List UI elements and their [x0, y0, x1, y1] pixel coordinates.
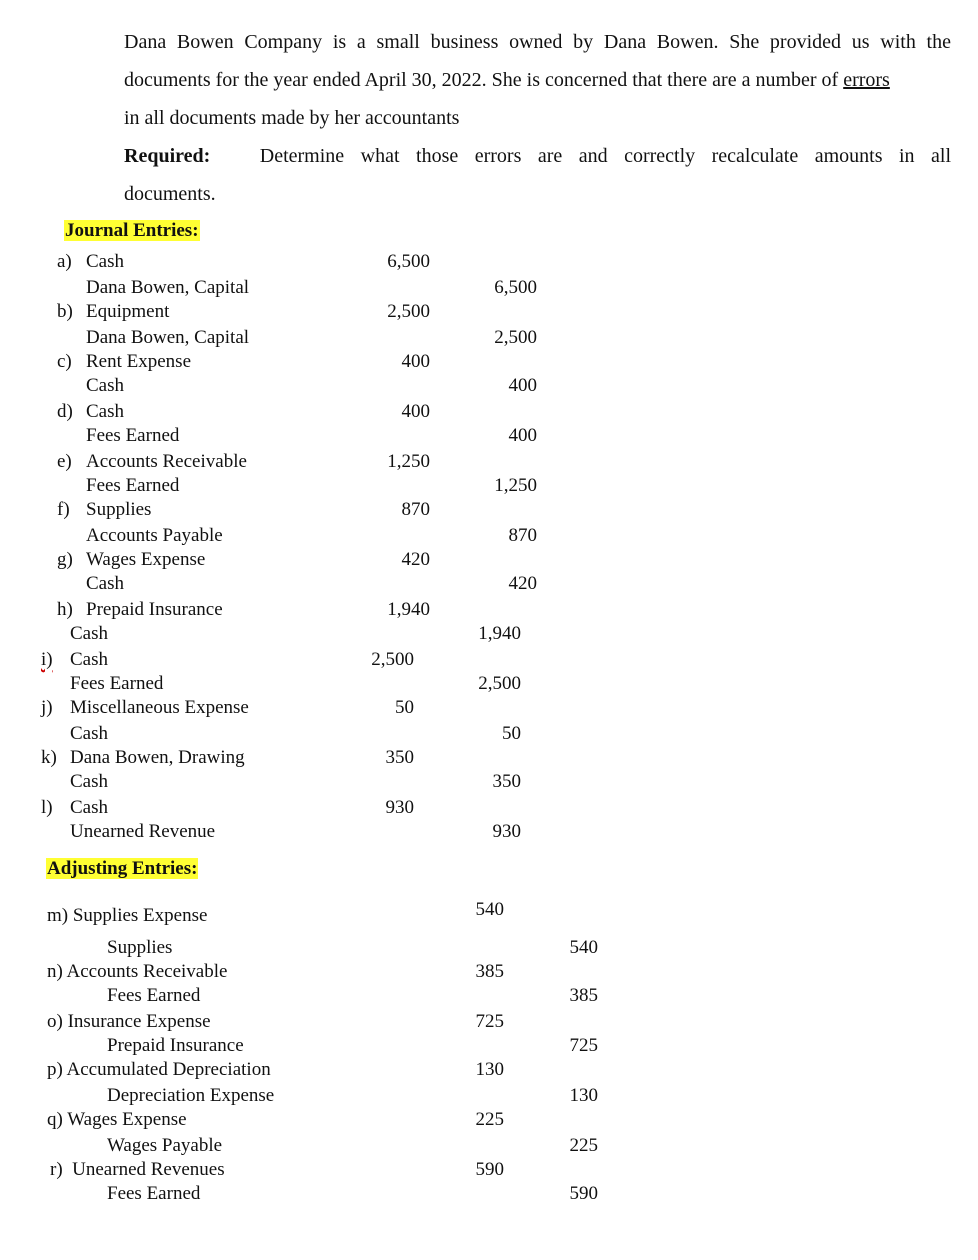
entry-letter: p)	[47, 1059, 63, 1080]
letter-i-text: i)	[41, 649, 53, 670]
intro-line-2-text: documents for the year ended April 30, 2022. She is concerned that there are a number of	[124, 69, 844, 91]
credit-account: Cash	[86, 375, 124, 396]
credit-account: Prepaid Insurance	[107, 1035, 244, 1056]
credit-account: Cash	[86, 573, 124, 594]
debit-amount: 930	[385, 797, 414, 818]
journal-entry-letter	[41, 649, 53, 671]
debit-account: Miscellaneous Expense	[70, 697, 249, 718]
credit-amount: 50	[502, 723, 521, 744]
adjusting-entry-debit	[50, 1159, 225, 1181]
credit-amount: 725	[569, 1035, 598, 1056]
credit-amount: 400	[508, 425, 537, 446]
credit-account: Accounts Payable	[86, 525, 223, 546]
journal-entry-letter: e)	[57, 451, 72, 472]
debit-amount: 1,250	[387, 451, 430, 472]
journal-heading-text: Journal Entries:	[65, 220, 199, 241]
journal-heading	[64, 220, 200, 242]
debit-account: Accumulated Depreciation	[66, 1059, 271, 1080]
credit-account: Cash	[70, 623, 108, 644]
adjusting-entry-debit	[47, 961, 227, 983]
debit-amount: 2,500	[387, 301, 430, 322]
adjusting-heading-text: Adjusting Entries:	[47, 858, 198, 879]
credit-account: Supplies	[107, 937, 173, 958]
journal-entry-letter: c)	[57, 351, 72, 372]
credit-account: Cash	[70, 771, 108, 792]
entry-letter: m)	[47, 905, 69, 926]
credit-account: Dana Bowen, Capital	[86, 277, 250, 298]
debit-account: Wages Expense	[67, 1109, 187, 1130]
credit-amount: 350	[492, 771, 521, 792]
journal-entry-letter: a)	[57, 251, 72, 272]
debit-amount: 385	[475, 961, 504, 982]
credit-amount: 870	[508, 525, 537, 546]
journal-entry-letter: j)	[41, 697, 53, 718]
debit-amount: 225	[475, 1109, 504, 1130]
credit-amount: 420	[508, 573, 537, 594]
credit-amount: 930	[492, 821, 521, 842]
required-line	[124, 144, 951, 168]
journal-entry-letter: l)	[41, 797, 53, 818]
debit-account: Dana Bowen, Drawing	[70, 747, 245, 768]
entry-letter: o)	[47, 1011, 63, 1032]
credit-amount: 400	[508, 375, 537, 396]
debit-amount: 540	[475, 899, 504, 920]
required-label: Required:	[124, 145, 211, 167]
debit-account: Insurance Expense	[67, 1011, 211, 1032]
credit-amount: 1,250	[494, 475, 537, 496]
debit-account: Cash	[86, 251, 124, 272]
adjusting-entry-debit	[47, 905, 207, 927]
journal-entry-letter: b)	[57, 301, 73, 322]
debit-amount: 2,500	[371, 649, 414, 670]
entry-letter: n)	[47, 961, 63, 982]
credit-amount: 2,500	[494, 327, 537, 348]
credit-account: Cash	[70, 723, 108, 744]
journal-entry-letter: k)	[41, 747, 57, 768]
credit-account: Wages Payable	[107, 1135, 223, 1156]
adjusting-entry-debit	[47, 1109, 187, 1131]
journal-entry-letter: g)	[57, 549, 73, 570]
debit-account: Accounts Receivable	[86, 451, 247, 472]
required-text: Determine what those errors are and correctly recalculate amounts in all	[259, 145, 952, 167]
adjusting-entry-debit	[47, 1011, 211, 1033]
credit-amount: 540	[569, 937, 598, 958]
adjusting-entry-debit	[47, 1059, 271, 1081]
intro-line-3: in all documents made by her accountants	[124, 107, 460, 129]
debit-amount: 130	[475, 1059, 504, 1080]
debit-amount: 400	[401, 351, 430, 372]
debit-account: Supplies	[86, 499, 152, 520]
debit-account: Prepaid Insurance	[86, 599, 223, 620]
debit-amount: 590	[475, 1159, 504, 1180]
entry-letter: r)	[50, 1159, 63, 1180]
credit-account: Fees Earned	[107, 1183, 201, 1204]
credit-account: Unearned Revenue	[70, 821, 216, 842]
credit-amount: 130	[569, 1085, 598, 1106]
credit-amount: 385	[569, 985, 598, 1006]
credit-amount: 590	[569, 1183, 598, 1204]
debit-amount: 6,500	[387, 251, 430, 272]
debit-account: Unearned Revenues	[72, 1159, 225, 1180]
debit-amount: 350	[385, 747, 414, 768]
credit-amount: 1,940	[478, 623, 521, 644]
debit-account: Accounts Receivable	[66, 961, 228, 982]
errors-link-text: errors	[843, 69, 890, 91]
debit-amount: 420	[401, 549, 430, 570]
debit-account: Wages Expense	[86, 549, 206, 570]
debit-amount: 1,940	[387, 599, 430, 620]
debit-account: Supplies Expense	[72, 905, 208, 926]
debit-account: Rent Expense	[86, 351, 192, 372]
debit-amount: 725	[475, 1011, 504, 1032]
journal-entry-letter: d)	[57, 401, 73, 422]
entry-letter: q)	[47, 1109, 63, 1130]
intro-line-2	[124, 68, 951, 92]
debit-amount: 870	[401, 499, 430, 520]
credit-account: Fees Earned	[86, 475, 180, 496]
intro-line-1: Dana Bowen Company is a small business owned by Dana Bowen. She provided us with the	[124, 31, 951, 53]
credit-account: Fees Earned	[70, 673, 164, 694]
credit-amount: 225	[569, 1135, 598, 1156]
debit-amount: 400	[401, 401, 430, 422]
credit-account: Depreciation Expense	[107, 1085, 275, 1106]
intro-line-5: documents.	[124, 183, 216, 205]
debit-account: Cash	[86, 401, 124, 422]
debit-account: Cash	[70, 649, 108, 670]
journal-entry-letter: f)	[57, 499, 70, 520]
debit-account: Cash	[70, 797, 108, 818]
credit-account: Fees Earned	[86, 425, 180, 446]
credit-account: Fees Earned	[107, 985, 201, 1006]
debit-amount: 50	[395, 697, 414, 718]
credit-amount: 2,500	[478, 673, 521, 694]
adjusting-heading	[46, 858, 198, 880]
journal-entry-letter: h)	[57, 599, 73, 620]
credit-amount: 6,500	[494, 277, 537, 298]
credit-account: Dana Bowen, Capital	[86, 327, 250, 348]
debit-account: Equipment	[86, 301, 170, 322]
